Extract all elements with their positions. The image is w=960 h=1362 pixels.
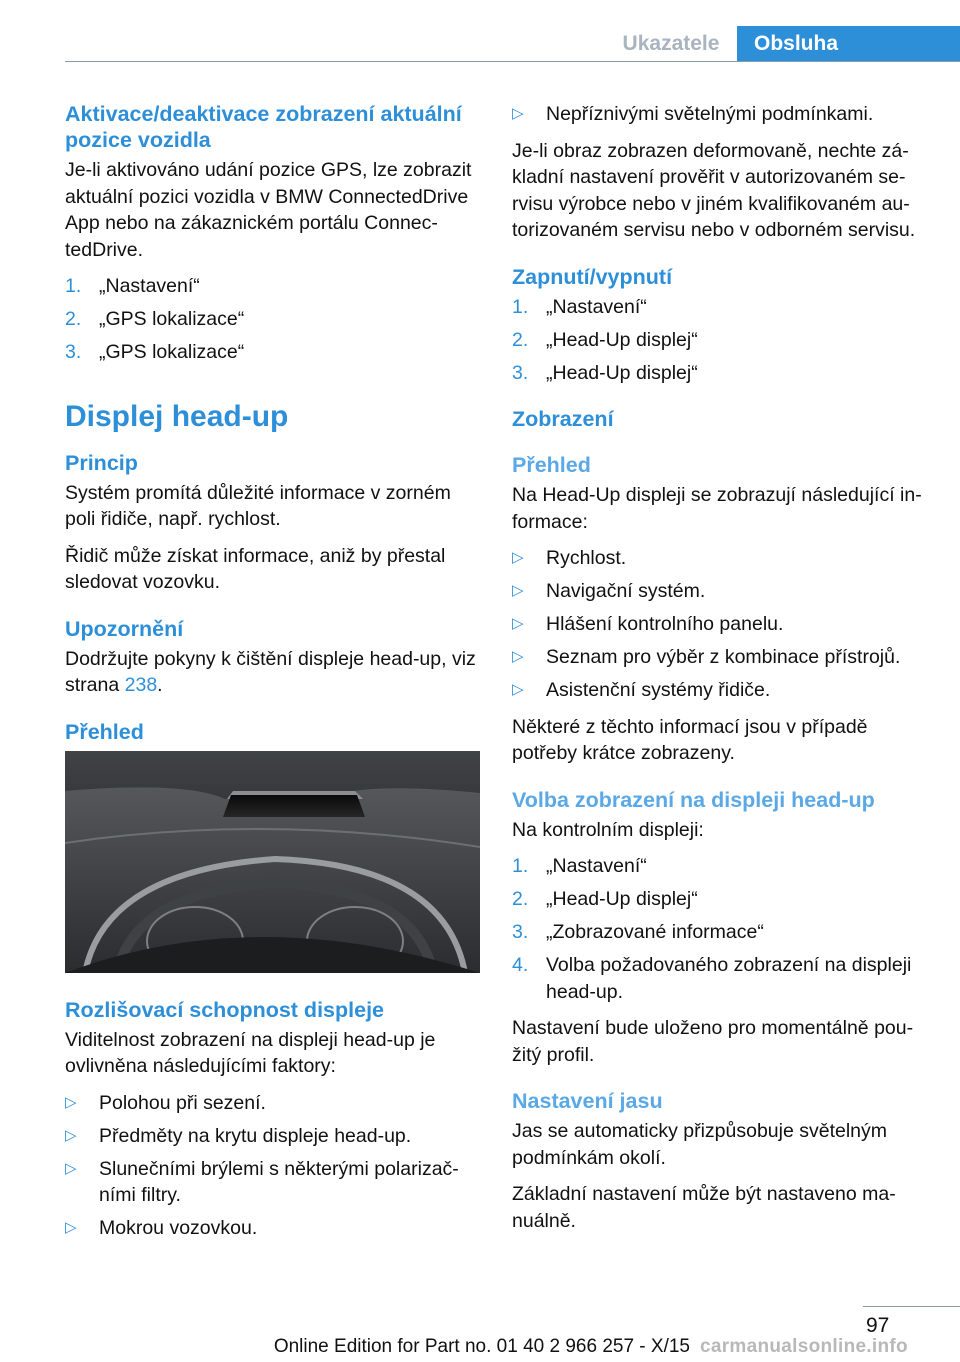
gps-section-title: Aktivace/deaktivace zobrazení aktuální pozice vozidla — [65, 102, 462, 152]
selection-title: Volba zobrazení na displeji head-up — [512, 787, 875, 812]
triangle-bullet-icon: ▷ — [65, 1093, 77, 1111]
header-rule — [65, 61, 960, 62]
list-item: ▷ Předměty na krytu displeje head-up. — [65, 1123, 483, 1150]
triangle-bullet-icon: ▷ — [512, 615, 524, 632]
on-off-steps-list — [512, 294, 930, 387]
list-item: 2. „GPS lokalizace“ — [65, 308, 245, 330]
list-item: ▷ Polohou při sezení. — [65, 1090, 483, 1117]
list-item: 2. „Head-Up displej“ — [512, 888, 698, 910]
edition-text: Online Edition for Part no. 01 40 2 966 257 - X/15 — [273, 1336, 690, 1357]
list-item: ▷ Mokrou vozovkou. — [65, 1215, 483, 1242]
list-item: ▷ Hlášení kontrolního panelu. — [512, 611, 930, 638]
chapter-title: Displej head-up — [65, 399, 289, 433]
triangle-bullet-icon: ▷ — [512, 681, 524, 698]
brightness-text-2: Základní nastavení může být nastaveno ma‐nuálně. — [512, 1183, 896, 1232]
list-item: 4. Volba požadovaného zobrazení na displeji head-up. — [512, 954, 912, 1003]
principle-title: Princip — [65, 450, 138, 475]
watermark: carmanualsonline.info — [700, 1336, 908, 1357]
head-up-display-photo — [65, 751, 480, 973]
list-item: 3. „Head-Up displej“ — [512, 361, 698, 384]
list-item: ▷ Rychlost. — [512, 545, 930, 572]
display-overview-note: Některé z těchto informací jsou v případě potřeby krátce zobrazeny. — [512, 715, 868, 764]
header-tab-obsluha[interactable]: Obsluha — [737, 26, 960, 61]
resolution-text: Viditelnost zobrazení na displeji head-up je ovlivněna následujícími faktory: — [65, 1028, 436, 1077]
on-off-title: Zapnutí/vypnutí — [512, 264, 673, 289]
list-item: ▷ Nepříznivými světelnými podmínkami. — [512, 101, 930, 128]
gps-steps-list — [65, 273, 483, 366]
brightness-title: Nastavení jasu — [512, 1089, 663, 1113]
left-column — [65, 101, 483, 1252]
selection-text: Na kontrolním displeji: — [512, 818, 704, 841]
triangle-bullet-icon: ▷ — [512, 648, 524, 665]
list-item: 2. „Head-Up displej“ — [512, 328, 698, 351]
triangle-bullet-icon: ▷ — [512, 582, 524, 599]
resolution-title: Rozlišovací schopnost displeje — [65, 997, 384, 1022]
right-column — [512, 101, 930, 1244]
gps-section-text: Je-li aktivováno udání pozice GPS, lze zobrazit aktuální pozici vozidla v BMW ConnectedDrive App nebo na zákaznickém portálu Connec‐tedDrive. — [65, 159, 472, 261]
list-item: ▷ Asistenční systémy řidiče. — [512, 677, 930, 704]
list-item: ▷ Slunečními brýlemi s některými polarizač‐ními filtry. — [65, 1157, 459, 1206]
list-item: ▷ Navigační systém. — [512, 578, 930, 605]
list-item: 3. „GPS lokalizace“ — [65, 341, 245, 363]
triangle-bullet-icon: ▷ — [65, 1159, 77, 1177]
list-item: 1. „Nastavení“ — [512, 295, 647, 318]
display-overview-title: Přehled — [512, 453, 591, 477]
display-title: Zobrazení — [512, 407, 614, 431]
page-number: 97 — [866, 1314, 890, 1337]
triangle-bullet-icon: ▷ — [65, 1126, 77, 1144]
light-conditions-list — [512, 101, 930, 128]
resolution-factors-list — [65, 1090, 483, 1242]
triangle-bullet-icon: ▷ — [512, 105, 524, 122]
warning-title: Upozornění — [65, 616, 184, 641]
list-item: ▷ Seznam pro výběr z kombinace přístrojů. — [512, 644, 930, 671]
display-info-list — [512, 545, 930, 704]
principle-text-2: Řidič může získat informace, aniž by přestal sledovat vozovku. — [65, 544, 446, 593]
page-link-238[interactable]: 238 — [124, 674, 158, 696]
list-item: 1. „Nastavení“ — [65, 275, 200, 297]
header-tab-ukazatele[interactable]: Ukazatele — [622, 32, 720, 55]
distortion-text: Je-li obraz zobrazen deformovaně, nechte zá‐kladní nastavení prověřit v autorizovaném se‐rvisu výrobce nebo v jiném kvalifikovaném au‐torizovaném servisu nebo v odborném servisu. — [512, 139, 916, 241]
selection-steps-list — [512, 853, 930, 1005]
triangle-bullet-icon: ▷ — [512, 549, 524, 566]
triangle-bullet-icon: ▷ — [65, 1219, 77, 1236]
warning-text: Dodržujte pokyny k čištění displeje head-up, viz strana 238. — [65, 647, 476, 696]
footer-rule — [863, 1306, 960, 1307]
list-item: 1. „Nastavení“ — [512, 855, 647, 877]
selection-note: Nastavení bude uloženo pro momentálně pou‐žitý profil. — [512, 1017, 914, 1066]
brightness-text-1: Jas se automaticky přizpůsobuje světelným podmínkám okolí. — [512, 1120, 888, 1169]
display-overview-text: Na Head-Up displeji se zobrazují následující in‐formace: — [512, 484, 922, 533]
principle-text-1: Systém promítá důležité informace v zorném poli řidiče, např. rychlost. — [65, 481, 451, 530]
overview-title: Přehled — [65, 719, 144, 744]
dashboard-illustration — [65, 751, 480, 973]
list-item: 3. „Zobrazované informace“ — [512, 921, 764, 943]
